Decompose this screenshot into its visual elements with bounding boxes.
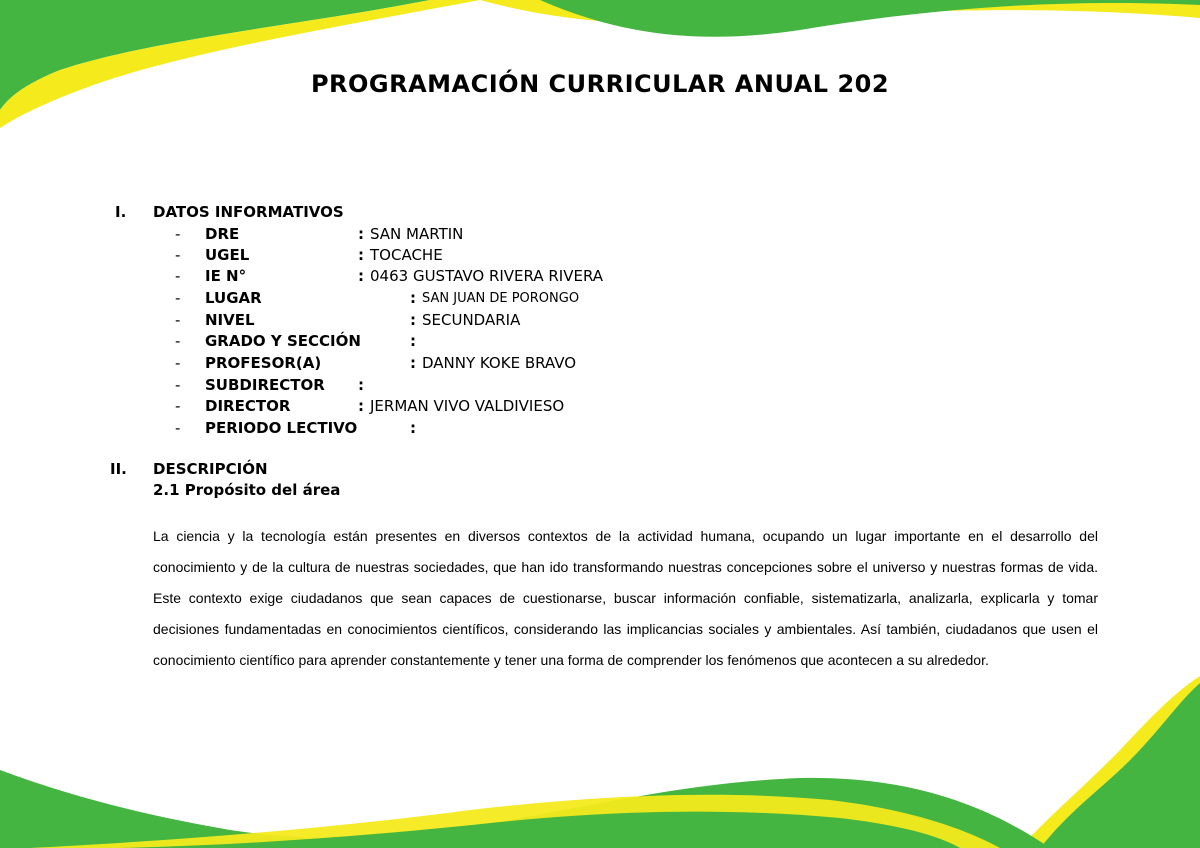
info-colon: : (410, 419, 416, 437)
section-2-title: DESCRIPCIÓN (153, 460, 268, 478)
list-dash: - (175, 267, 181, 285)
list-dash: - (175, 332, 181, 350)
info-value: JERMAN VIVO VALDIVIESO (370, 397, 565, 415)
info-value: SAN JUAN DE PORONGO (422, 291, 580, 306)
section-1-title: DATOS INFORMATIVOS (153, 203, 344, 221)
list-dash: - (175, 354, 181, 372)
info-label: DIRECTOR (205, 397, 291, 415)
info-value: 0463 GUSTAVO RIVERA RIVERA (370, 267, 604, 285)
purpose-paragraph: La ciencia y la tecnología están presentes en diversos contextos de la actividad humana, ocupando un lugar importante en el desarrollo del conocimiento y de la cultura de nuestras sociedades, que han ido transformando nuestras concepciones sobre el universo y nuestras formas de vida. Este contexto exige ciudadanos que sean capaces de cuestionarse, buscar información confiable, sistematizarla, analizarla, explicarla y tomar decisiones fundamentadas en conocimientos científicos, considerando las implicancias sociales y ambientales. Así también, ciudadanos que usen el conocimiento científico para aprender constantemente y tener una forma de comprender los fenómenos que acontecen a su alrededor. (153, 528, 1098, 668)
info-label: GRADO Y SECCIÓN (205, 332, 361, 350)
info-colon: : (358, 225, 364, 243)
info-colon: : (410, 311, 416, 329)
info-label: LUGAR (205, 289, 262, 307)
info-value: SECUNDARIA (422, 311, 521, 329)
section-2-number: II. (110, 460, 127, 478)
info-label: PROFESOR(A) (205, 354, 322, 372)
subsection-title: 2.1 Propósito del área (153, 481, 341, 499)
info-label: SUBDIRECTOR (205, 376, 325, 394)
info-colon: : (410, 354, 416, 372)
section-1-number: I. (115, 203, 127, 221)
info-value: DANNY KOKE BRAVO (422, 354, 577, 372)
list-dash: - (175, 311, 181, 329)
info-colon: : (358, 246, 364, 264)
info-value: TOCACHE (370, 246, 443, 264)
list-dash: - (175, 397, 181, 415)
list-dash: - (175, 246, 181, 264)
list-dash: - (175, 289, 181, 307)
info-label: PERIODO LECTIVO (205, 419, 358, 437)
info-colon: : (358, 267, 364, 285)
list-dash: - (175, 419, 181, 437)
document-title: PROGRAMACIÓN CURRICULAR ANUAL 202 (310, 70, 890, 98)
info-label: UGEL (205, 246, 250, 264)
info-label: DRE (205, 225, 240, 243)
info-colon: : (410, 289, 416, 307)
info-colon: : (410, 332, 416, 350)
info-value: SAN MARTIN (370, 225, 464, 243)
info-label: IE N° (205, 267, 247, 285)
list-dash: - (175, 376, 181, 394)
info-colon: : (358, 397, 364, 415)
list-dash: - (175, 225, 181, 243)
info-colon: : (358, 376, 364, 394)
info-label: NIVEL (205, 311, 255, 329)
